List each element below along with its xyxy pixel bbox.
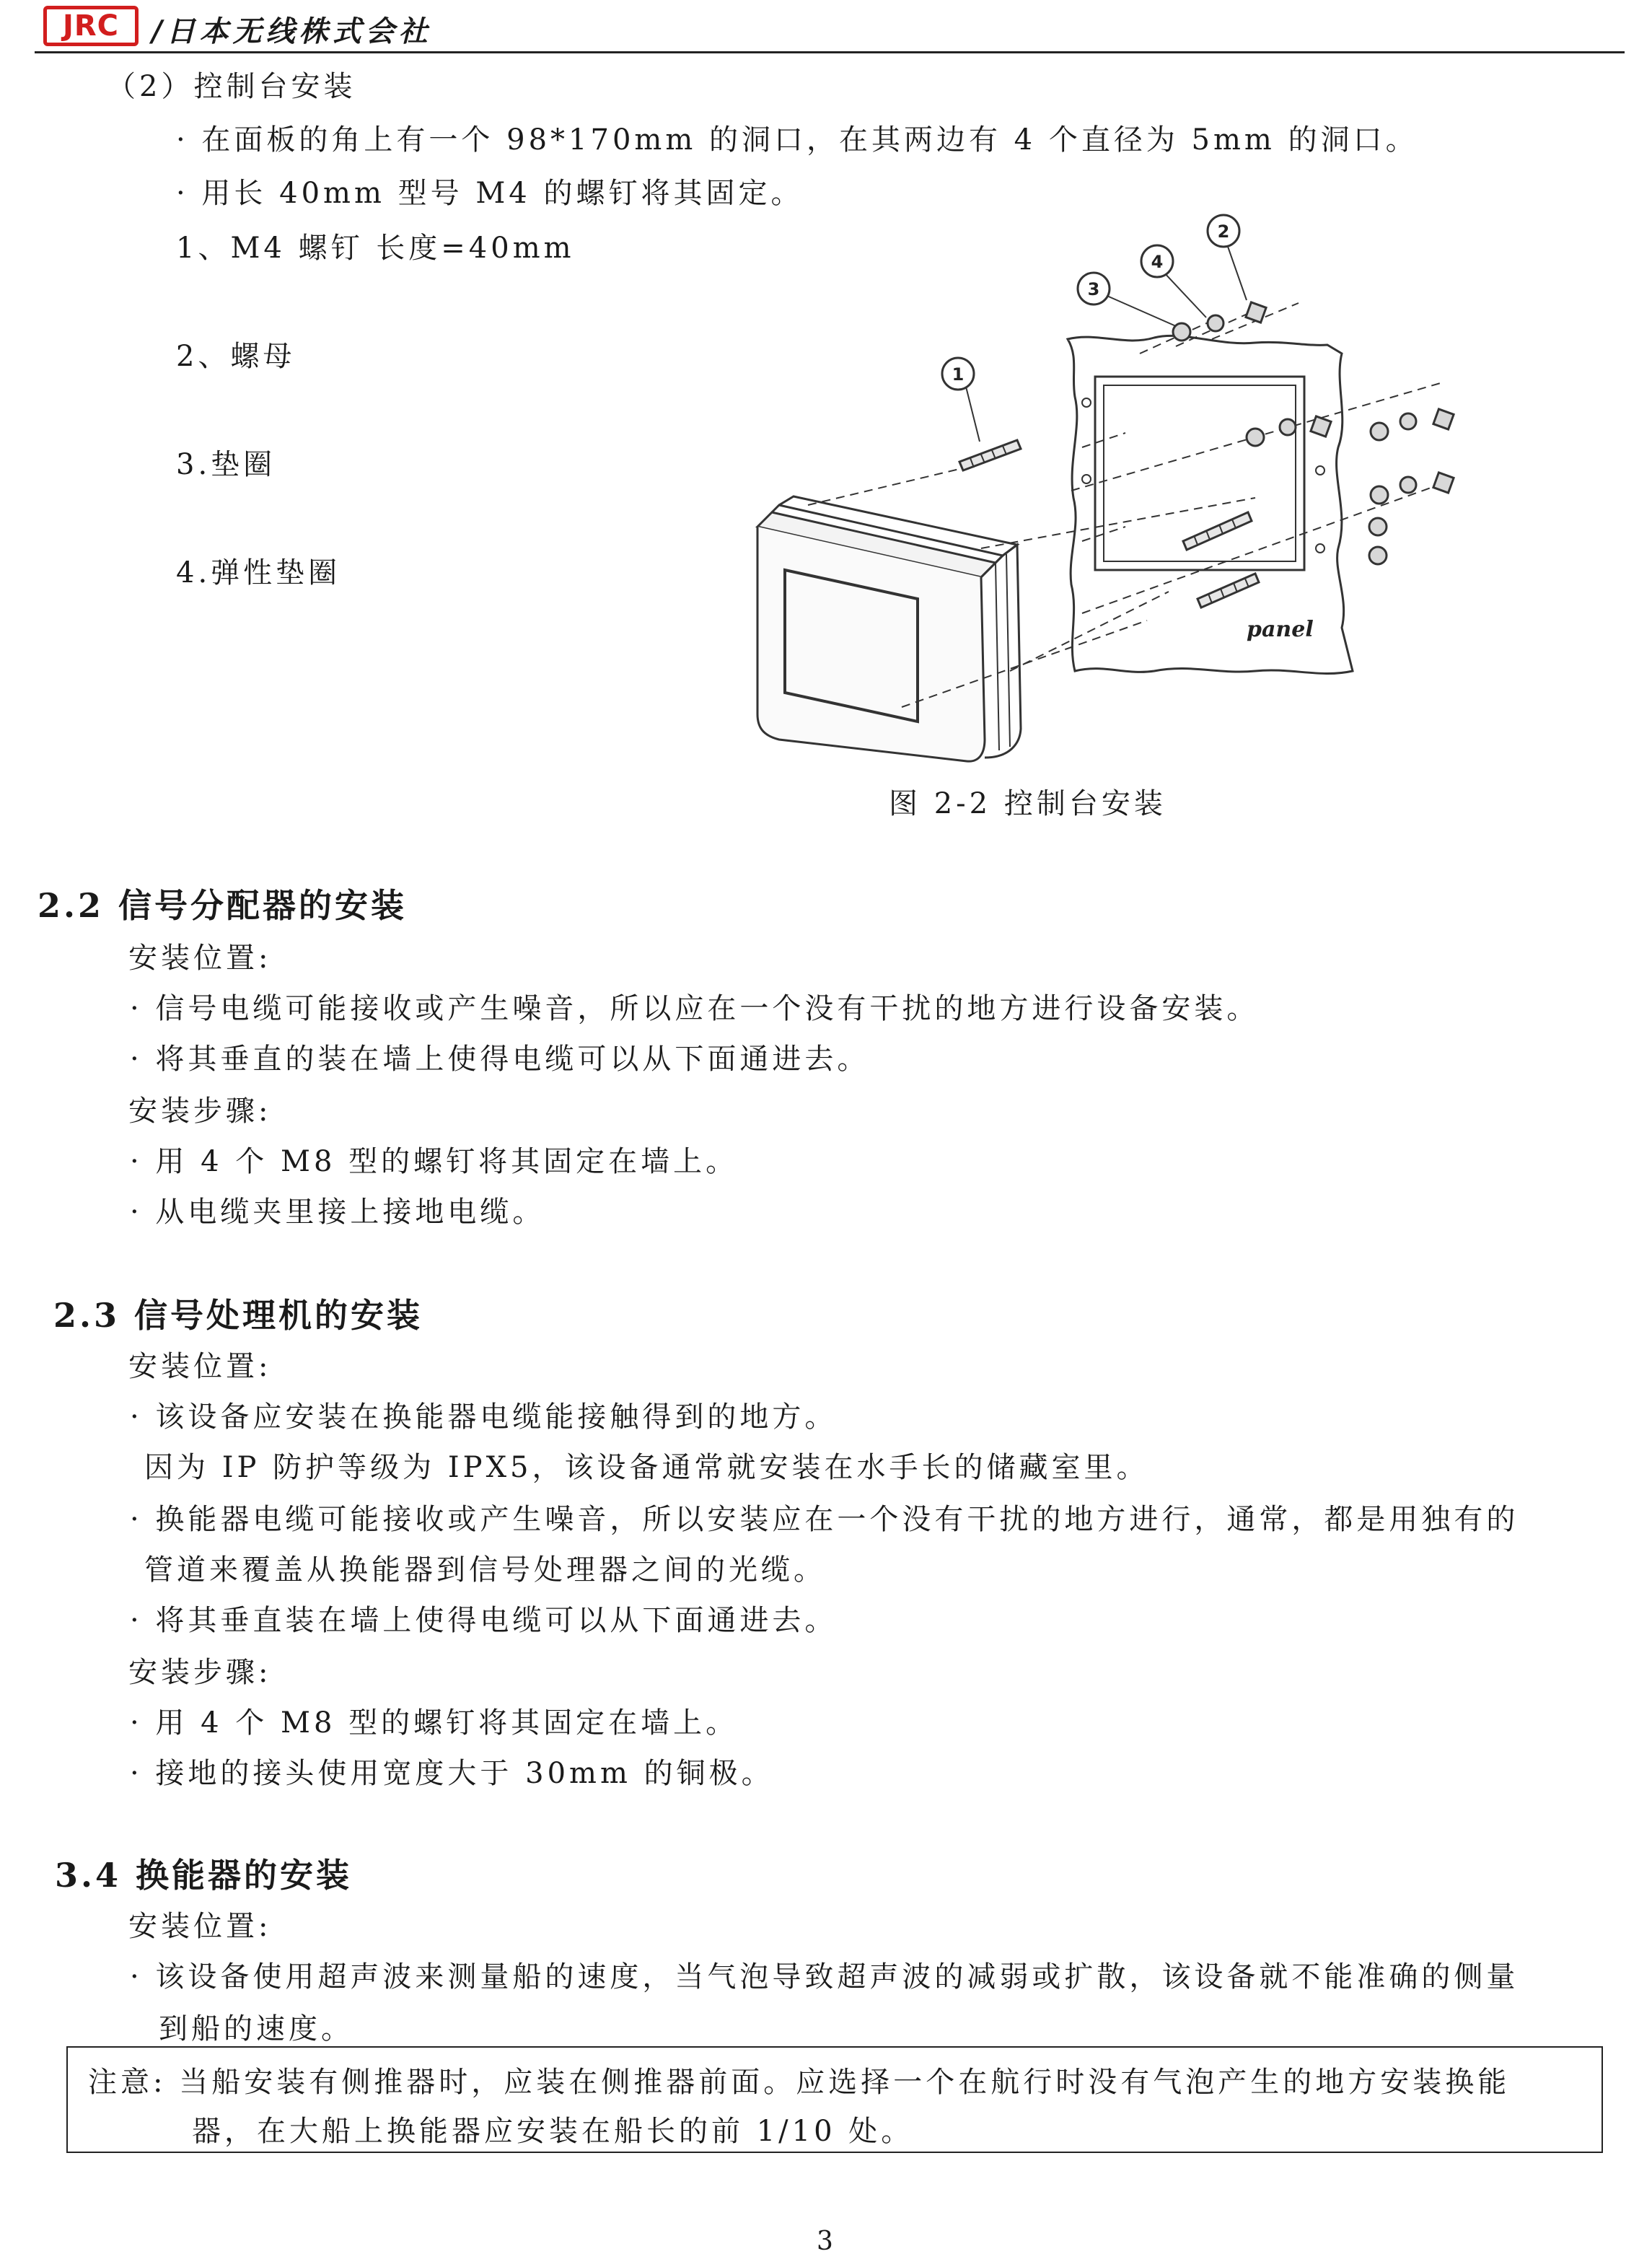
part-2-label: 2、螺母	[176, 340, 296, 373]
note-line-2: 器，在大船上换能器应安装在船长的前 1/10 处。	[192, 2115, 914, 2148]
part-1-label: 1、M4 螺钉 长度=40mm	[176, 232, 575, 265]
s34-location-label: 安装位置:	[128, 1910, 272, 1943]
s22-location-label: 安装位置:	[128, 942, 272, 975]
console-bullet-2: · 用长 40mm 型号 M4 的螺钉将其固定。	[176, 177, 804, 210]
part-3-label: 3.垫圈	[176, 448, 276, 481]
section-3-4-heading: 3.4 换能器的安装	[55, 1856, 353, 1895]
s22-location-item-1: · 信号电缆可能接收或产生噪音，所以应在一个没有干扰的地方进行设备安装。	[130, 992, 1260, 1025]
s23-step-1: · 用 4 个 M8 型的螺钉将其固定在墙上。	[130, 1706, 739, 1740]
s23-location-line-3: · 换能器电缆可能接收或产生噪音，所以安装应在一个没有干扰的地方进行，通常，都是用独有的	[130, 1503, 1519, 1536]
screw-3	[1198, 574, 1259, 608]
console-bullet-1: · 在面板的角上有一个 98*170mm 的洞口，在其两边有 4 个直径为 5mm 的洞口。	[176, 123, 1418, 157]
s22-step-1: · 用 4 个 M8 型的螺钉将其固定在墙上。	[130, 1145, 739, 1178]
s22-location-item-2: · 将其垂直的装在墙上使得电缆可以从下面通进去。	[130, 1043, 870, 1076]
screw-1	[959, 440, 1021, 470]
s23-location-line-1: · 该设备应安装在换能器电缆能接触得到的地方。	[130, 1400, 838, 1434]
s23-location-line-2: 因为 IP 防护等级为 IPX5，该设备通常就安装在水手长的储藏室里。	[144, 1451, 1149, 1484]
note-line-1: 注意: 当船安装有侧推器时，应装在侧推器前面。应选择一个在航行时没有气泡产生的地方安装换能	[88, 2066, 1511, 2099]
page-number: 3	[817, 2227, 833, 2256]
console-install-figure	[750, 209, 1464, 779]
screw-2	[1183, 512, 1252, 550]
s22-steps-label: 安装步骤:	[128, 1095, 272, 1128]
part-4-label: 4.弹性垫圈	[176, 556, 341, 589]
jrc-logo: JRC	[43, 6, 139, 46]
nut-top	[1246, 302, 1266, 323]
callout-4: 4	[1151, 252, 1164, 272]
callout-3: 3	[1087, 279, 1100, 299]
s23-location-line-5: · 将其垂直装在墙上使得电缆可以从下面通进去。	[130, 1604, 838, 1637]
section-2-2-heading: 2.2 信号分配器的安装	[38, 886, 408, 925]
s34-location-line-1: · 该设备使用超声波来测量船的速度，当气泡导致超声波的减弱或扩散，该设备就不能准确的侧量	[130, 1960, 1519, 1994]
figure-caption: 图 2-2 控制台安装	[889, 787, 1166, 820]
s23-location-line-4: 管道来覆盖从换能器到信号处理器之间的光缆。	[144, 1553, 826, 1587]
company-name: /日本无线株式会社	[151, 14, 432, 48]
s23-step-2: · 接地的接头使用宽度大于 30mm 的铜极。	[130, 1757, 774, 1790]
callout-2: 2	[1217, 222, 1230, 242]
s23-steps-label: 安装步骤:	[128, 1656, 272, 1689]
washer-top-spring	[1208, 315, 1223, 331]
s23-location-label: 安装位置:	[128, 1350, 272, 1383]
panel-label: panel	[1247, 617, 1314, 642]
s34-location-line-2: 到船的速度。	[159, 2012, 353, 2045]
section-2-3-heading: 2.3 信号处理机的安装	[53, 1296, 423, 1335]
header-rule	[35, 51, 1625, 53]
console-install-title: （2）控制台安装	[107, 70, 356, 103]
callout-1: 1	[952, 364, 965, 385]
s22-step-2: · 从电缆夹里接上接地电缆。	[130, 1196, 545, 1229]
